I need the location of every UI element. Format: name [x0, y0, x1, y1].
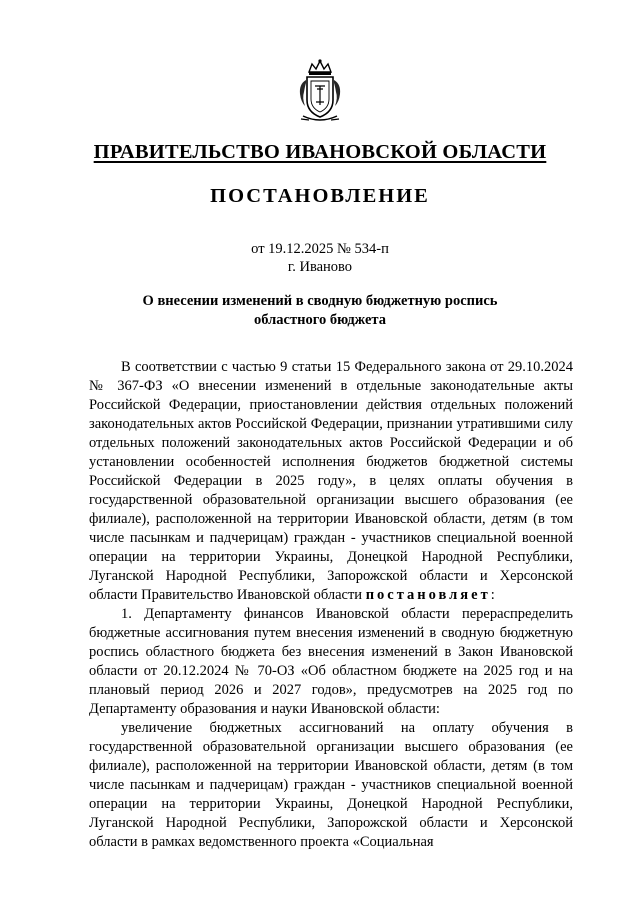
- document-meta: [0, 240, 640, 276]
- paragraph-1-text: В соответствии с частью 9 статьи 15 Федерального закона от 29.10.2024 № 367-ФЗ «О внесении изменений в отдельные законодательные акты Российской Федерации, приостановлении действия отдельных положений законодательных актов Российской Федерации, признании утратившими силу отдельных положений законодательных актов Российской Федерации и об установлении особенностей исполнения бюджетов бюджетной системы Российской Федерации в 2025 году», в целях оплаты обучения в государственной образовательной организации высшего образования (ее филиале), расположенной на территории Ивановской области, детям (в том числе пасынкам и падчерицам) граждан - участников специальной военной операции на территории Украины, Донецкой Народной Республики, Луганской Народной Республики, Запорожской области и Херсонской области Правительство Ивановской области: [89, 359, 573, 603]
- date-number: от 19.12.2025 № 534-п: [251, 241, 389, 257]
- body-paragraph-2: 1. Департаменту финансов Ивановской области перераспределить бюджетные ассигнования путем внесения изменений в сводную бюджетную роспись областного бюджета без внесения изменений в Закон Ивановской области от 20.12.2024 № 70-ОЗ «Об областном бюджете на 2025 год и на плановый период 2026 и 2027 годов», предусмотрев на 2025 год по Департаменту образования и науки Ивановской области:: [89, 606, 573, 717]
- subject-line-1: О внесении изменений в сводную бюджетную роспись: [142, 293, 498, 309]
- body-paragraph-1: [89, 358, 573, 605]
- body-paragraph-3: увеличение бюджетных ассигнований на оплату обучения в государственной образовательной организации высшего образования (ее филиале), расположенной на территории Ивановской области, детям (в том числе пасынкам и падчерицам) граждан - участников специальной военной операции на территории Украины, Донецкой Народной Республики, Луганской Народной Республики, Запорожской области и Херсонской области в рамках ведомственного проекта «Социальная: [89, 720, 573, 850]
- paragraph-1-tail: :: [490, 587, 495, 603]
- document-body: [89, 358, 573, 852]
- subject-line-2: областного бюджета: [254, 312, 386, 328]
- coat-of-arms-icon: [297, 58, 343, 124]
- document-subject: [0, 292, 640, 330]
- resolves-keyword: постановляет: [365, 587, 491, 603]
- government-title: ПРАВИТЕЛЬСТВО ИВАНОВСКОЙ ОБЛАСТИ: [93, 141, 547, 163]
- document-type-title: ПОСТАНОВЛЕНИЕ: [210, 185, 430, 207]
- city: г. Иваново: [287, 259, 353, 275]
